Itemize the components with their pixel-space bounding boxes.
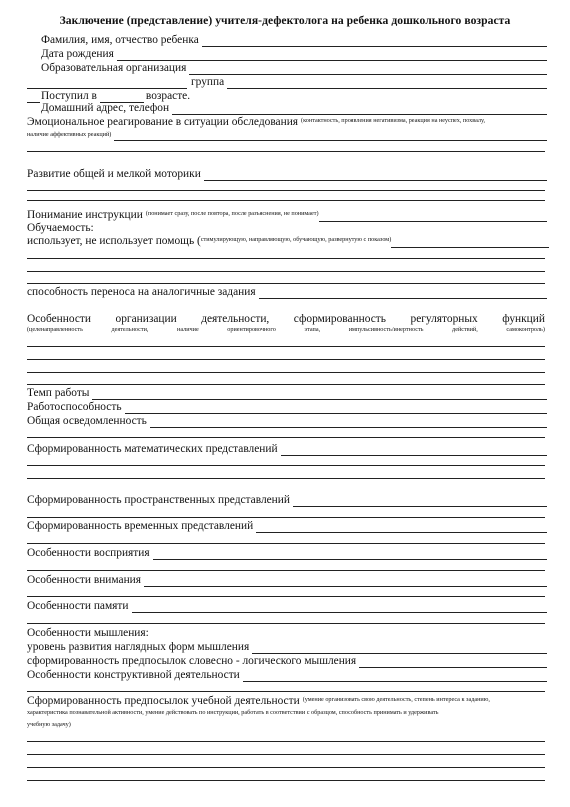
org-activity-blank-line-1[interactable] (27, 346, 545, 347)
study-label: Сформированность предпосылок учебной деятельности (27, 695, 300, 707)
help-note: стимулирующую, направляющую, обучающую, развернутую с показом) (200, 236, 392, 243)
fio-line[interactable] (202, 36, 547, 47)
emotional-note-a: (контактность, проявления негативизма, реакция на неуспех, похвалу, (301, 117, 485, 124)
memory-label: Особенности памяти (27, 600, 129, 612)
emotional-label: Эмоциональное реагирование в ситуации обследования (27, 116, 299, 128)
org-line[interactable] (189, 64, 547, 75)
instr-field[interactable] (27, 208, 547, 222)
study-blank-line-1[interactable] (27, 741, 545, 742)
org-continuation-line[interactable] (27, 78, 187, 89)
org-label: Образовательная организация (41, 62, 187, 74)
address-label: Домашний адрес, телефон (41, 102, 170, 114)
address-field[interactable] (41, 101, 547, 115)
constructive-label: Особенности конструктивной деятельности (27, 669, 240, 681)
math-field[interactable] (27, 442, 547, 456)
tempo-label: Темп работы (27, 387, 90, 399)
study-blank-line-3[interactable] (27, 767, 545, 768)
form-title: Заключение (представление) учителя-дефектолога на ребенка дошкольного возраста (59, 14, 511, 27)
awareness-blank-line[interactable] (27, 437, 545, 438)
logic-thinking-field[interactable] (27, 654, 547, 668)
memory-blank-line[interactable] (27, 623, 545, 624)
admitted-label-b: возрасте. (145, 90, 191, 102)
org-activity-blank-line-4[interactable] (27, 384, 545, 385)
org-activity-heading (27, 313, 545, 325)
group-line[interactable] (227, 78, 547, 89)
constructive-blank-line[interactable] (27, 691, 545, 692)
math-blank-line-1[interactable] (27, 465, 545, 466)
motor-label: Развитие общей и мелкой моторики (27, 168, 201, 180)
memory-line[interactable] (132, 602, 548, 613)
org-word: регуляторных (410, 313, 478, 325)
perception-field[interactable] (27, 546, 547, 560)
logic-thinking-label: сформированность предпосылок словесно - логического мышления (27, 655, 357, 667)
tempo-field[interactable] (27, 386, 547, 400)
transfer-field[interactable] (27, 285, 547, 299)
constructive-line[interactable] (243, 671, 547, 682)
transfer-label: способность переноса на аналогичные задания (27, 286, 256, 298)
learn-label: Обучаемость: (27, 222, 94, 234)
awareness-line[interactable] (150, 417, 547, 428)
constructive-field[interactable] (27, 668, 547, 682)
dob-field[interactable] (41, 47, 547, 61)
temporal-blank-line[interactable] (27, 543, 545, 544)
help-line[interactable] (391, 237, 549, 248)
capacity-line[interactable] (125, 403, 547, 414)
attention-label: Особенности внимания (27, 574, 142, 586)
study-blank-line-2[interactable] (27, 754, 545, 755)
spatial-field[interactable] (27, 493, 547, 507)
study-note-a: (умение организовать свою деятельность, степень интереса к заданию, (302, 696, 490, 703)
visual-thinking-field[interactable] (27, 640, 547, 654)
attention-line[interactable] (144, 576, 547, 587)
study-blank-line-4[interactable] (27, 780, 545, 781)
thinking-label: Особенности мышления: (27, 627, 149, 639)
org-word: деятельности, (201, 313, 270, 325)
tempo-line[interactable] (92, 389, 547, 400)
help-field[interactable] (27, 234, 549, 248)
org-note: этапа, (304, 326, 321, 333)
group-label: группа (191, 76, 225, 88)
org-activity-blank-line-3[interactable] (27, 372, 545, 373)
capacity-label: Работоспособность (27, 401, 122, 413)
visual-thinking-line[interactable] (252, 643, 547, 654)
spatial-blank-line[interactable] (27, 517, 545, 518)
emotional-note-b: наличие аффективных реакций) (27, 131, 112, 138)
admitted-lead-line (27, 92, 40, 103)
math-blank-line-2[interactable] (27, 478, 545, 479)
attention-blank-line[interactable] (27, 596, 545, 597)
org-word: сформированность (293, 313, 386, 325)
visual-thinking-label: уровень развития наглядных форм мышления (27, 641, 250, 653)
thinking-row (27, 626, 547, 640)
motor-blank-line-1[interactable] (27, 190, 545, 191)
help-blank-line-1[interactable] (27, 258, 545, 259)
org-word: функций (502, 313, 545, 325)
org-activity-blank-line-2[interactable] (27, 359, 545, 360)
temporal-label: Сформированность временных представлений (27, 520, 254, 532)
org-note: импульсивность/инертность (348, 326, 424, 333)
help-blank-line-2[interactable] (27, 271, 545, 272)
fio-field[interactable] (41, 33, 547, 47)
help-blank-line-3[interactable] (27, 283, 545, 284)
perception-line[interactable] (153, 549, 547, 560)
emotional-line[interactable] (114, 133, 547, 141)
instr-note: (понимает сразу, после повтора, после разъяснения, не понимает) (145, 210, 319, 217)
admitted-label-a: Поступил в (41, 90, 97, 102)
org-note: ориентировочного (227, 326, 276, 333)
org-note: (целенаправленность (27, 326, 83, 333)
capacity-field[interactable] (27, 400, 547, 414)
perception-blank-line[interactable] (27, 570, 545, 571)
dob-line[interactable] (117, 50, 547, 61)
help-label: использует, не использует помощь ( (27, 235, 201, 247)
temporal-line[interactable] (256, 522, 547, 533)
motor-line[interactable] (204, 170, 547, 181)
motor-field[interactable] (27, 167, 547, 181)
org-word: организации (115, 313, 177, 325)
study-note-b: характеристика познавательной активности, умение действовать по инструкции, работать в соответствии с образцом, способность принимать и удерживать (27, 709, 439, 716)
spatial-line[interactable] (293, 496, 547, 507)
temporal-field[interactable] (27, 519, 547, 533)
org-field[interactable] (41, 61, 547, 75)
dob-label: Дата рождения (41, 48, 114, 60)
spatial-label: Сформированность пространственных представлений (27, 494, 290, 506)
emotional-note-row[interactable] (27, 127, 547, 141)
math-label: Сформированность математических представлений (27, 443, 278, 455)
math-line[interactable] (281, 445, 547, 456)
logic-thinking-line[interactable] (359, 657, 547, 668)
perception-label: Особенности восприятия (27, 547, 150, 559)
instr-label: Понимание инструкции (27, 209, 143, 221)
transfer-line[interactable] (259, 288, 547, 299)
awareness-field[interactable] (27, 414, 547, 428)
group-field[interactable] (27, 75, 547, 89)
memory-field[interactable] (27, 599, 547, 613)
motor-blank-line-2[interactable] (27, 200, 545, 201)
org-note: действий, (452, 326, 478, 333)
study-field (27, 694, 547, 708)
attention-field[interactable] (27, 573, 547, 587)
study-note-c: учебную задачу) (27, 721, 71, 728)
emotional-blank-line[interactable] (27, 151, 545, 152)
study-note-c-row[interactable] (27, 717, 547, 731)
org-activity-notes (27, 326, 545, 333)
org-note: самоконтроль) (506, 326, 545, 333)
org-word: Особенности (27, 313, 91, 325)
org-note: наличие (177, 326, 199, 333)
org-note: деятельности, (111, 326, 149, 333)
fio-label: Фамилия, имя, отчество ребенка (41, 34, 199, 46)
awareness-label: Общая осведомленность (27, 415, 147, 427)
